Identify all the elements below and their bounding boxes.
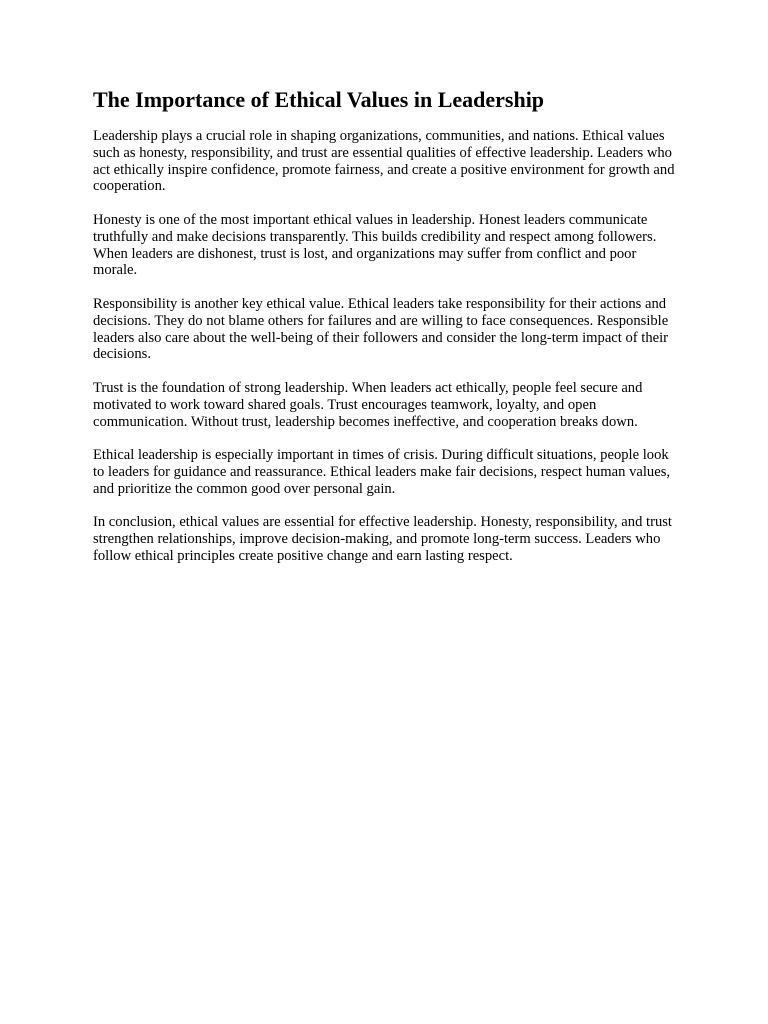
paragraph-introduction: Leadership plays a crucial role in shaping organizations, communities, and nations. Ethical values such as honesty, responsibility, and trust are essential qualities of effective leadership. Leaders who act ethically inspire confidence, promote fairness, and create a positive environment for growth and cooperation. [93, 128, 675, 195]
paragraph-trust: Trust is the foundation of strong leadership. When leaders act ethically, people feel secure and motivated to work toward shared goals. Trust encourages teamwork, loyalty, and open communication. Without trust, leadership becomes ineffective, and cooperation breaks down. [93, 379, 643, 430]
document-title: The Importance of Ethical Values in Leadership [93, 87, 545, 112]
paragraph-honesty: Honesty is one of the most important ethical values in leadership. Honest leaders communicate truthfully and make decisions transparently. This builds credibility and respect among followers. When leaders are dishonest, trust is lost, and organizations may suffer from conflict and poor morale. [93, 211, 657, 279]
paragraph-conclusion: In conclusion, ethical values are essential for effective leadership. Honesty, responsibility, and trust strengthen relationships, improve decision-making, and promote long-term success. Leaders who follow ethical principles create positive change and earn lasting respect. [93, 514, 672, 564]
paragraph-crisis: Ethical leadership is especially important in times of crisis. During difficult situations, people look to leaders for guidance and reassurance. Ethical leaders make fair decisions, respect human values, and prioritize the common good over personal gain. [93, 447, 671, 497]
paragraph-responsibility: Responsibility is another key ethical value. Ethical leaders take responsibility for their actions and decisions. They do not blame others for failures and are willing to face consequences. Responsible leaders also care about the well-being of their followers and consider the long-term impact of their decisions. [93, 295, 669, 363]
